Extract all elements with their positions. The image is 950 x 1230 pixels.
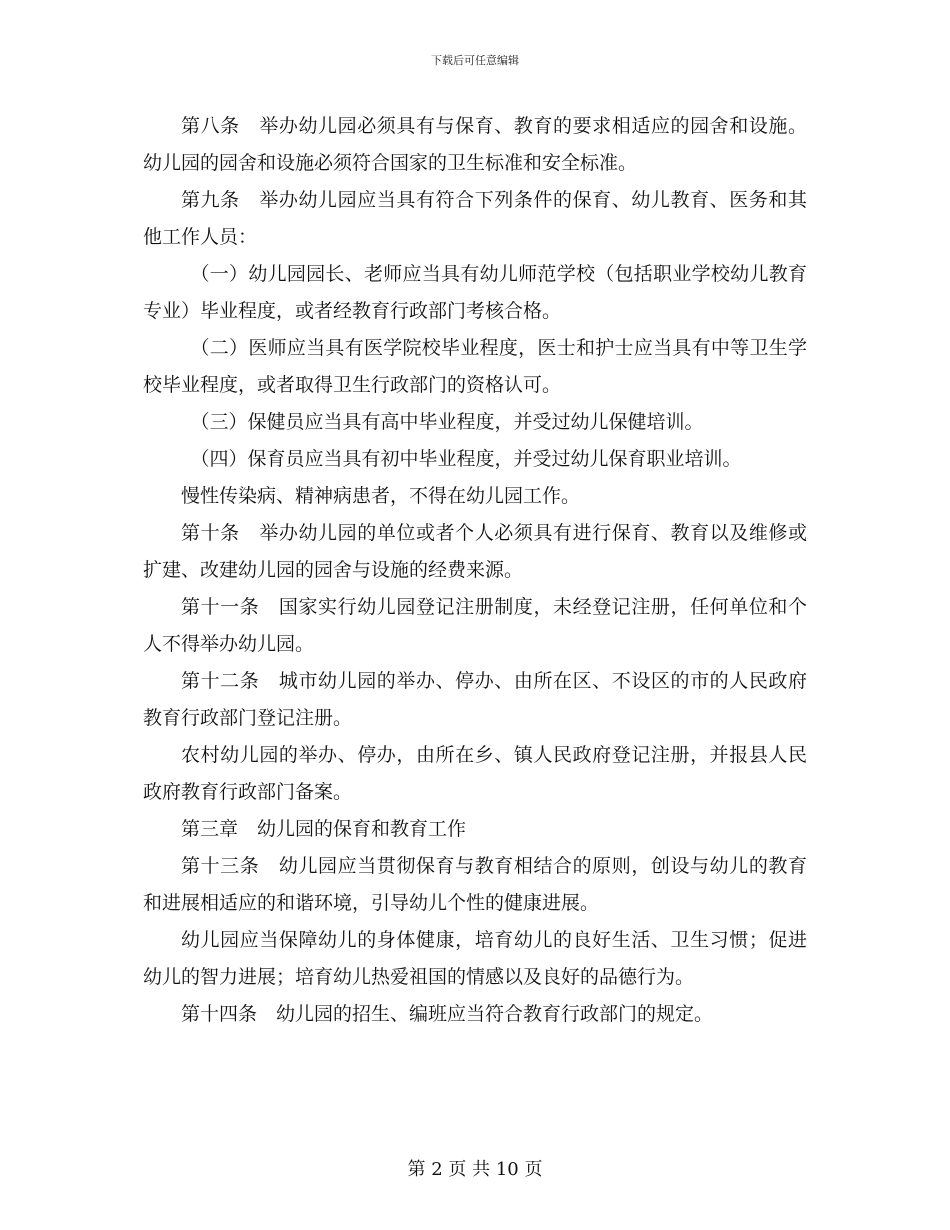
article-9-item-3: （三）保健员应当具有高中毕业程度，并受过幼儿保健培训。 bbox=[190, 411, 704, 433]
article-9-item-1: （一）幼儿园园长、老师应当具有幼儿师范学校（包括职业学校幼儿教育专业）毕业程度，或者经教育行政部门考核合格。 bbox=[143, 263, 807, 322]
article-12: 第十二条 城市幼儿园的举办、停办、由所在区、不设区的市的人民政府教育行政部门登记注册。 bbox=[143, 670, 807, 729]
article-13: 第十三条 幼儿园应当贯彻保育与教育相结合的原则，创设与幼儿的教育和进展相适应的和谐环境，引导幼儿个性的健康进展。 bbox=[143, 855, 807, 914]
page-header: 下载后可任意编辑 bbox=[431, 54, 519, 67]
article-9-item-2: （二）医师应当具有医学院校毕业程度，医士和护士应当具有中等卫生学校毕业程度，或者取得卫生行政部门的资格认可。 bbox=[143, 337, 807, 396]
article-9: 第九条 举办幼儿园应当具有符合下列条件的保育、幼儿教育、医务和其他工作人员： bbox=[143, 189, 807, 248]
article-9-item-4: （四）保育员应当具有初中毕业程度，并受过幼儿保育职业培训。 bbox=[190, 448, 742, 470]
chapter-3-title: 第三章 幼儿园的保育和教育工作 bbox=[181, 818, 467, 840]
document-body bbox=[143, 108, 807, 1033]
page-footer: 第 2 页 共 10 页 bbox=[407, 1159, 543, 1180]
article-12-rural: 农村幼儿园的举办、停办，由所在乡、镇人民政府登记注册，并报县人民政府教育行政部门备案。 bbox=[143, 744, 807, 803]
article-10: 第十条 举办幼儿园的单位或者个人必须具有进行保育、教育以及维修或扩建、改建幼儿园的园舍与设施的经费来源。 bbox=[143, 522, 807, 581]
article-13-detail: 幼儿园应当保障幼儿的身体健康，培育幼儿的良好生活、卫生习惯；促进幼儿的智力进展；培育幼儿热爱祖国的情感以及良好的品德行为。 bbox=[143, 929, 807, 988]
article-11: 第十一条 国家实行幼儿园登记注册制度，未经登记注册，任何单位和个人不得举办幼儿园。 bbox=[143, 596, 807, 655]
article-8: 第八条 举办幼儿园必须具有与保育、教育的要求相适应的园舍和设施。幼儿园的园舍和设施必须符合国家的卫生标准和安全标准。 bbox=[143, 115, 807, 174]
article-9-note: 慢性传染病、精神病患者，不得在幼儿园工作。 bbox=[181, 485, 581, 507]
article-14: 第十四条 幼儿园的招生、编班应当符合教育行政部门的规定。 bbox=[181, 1003, 714, 1025]
